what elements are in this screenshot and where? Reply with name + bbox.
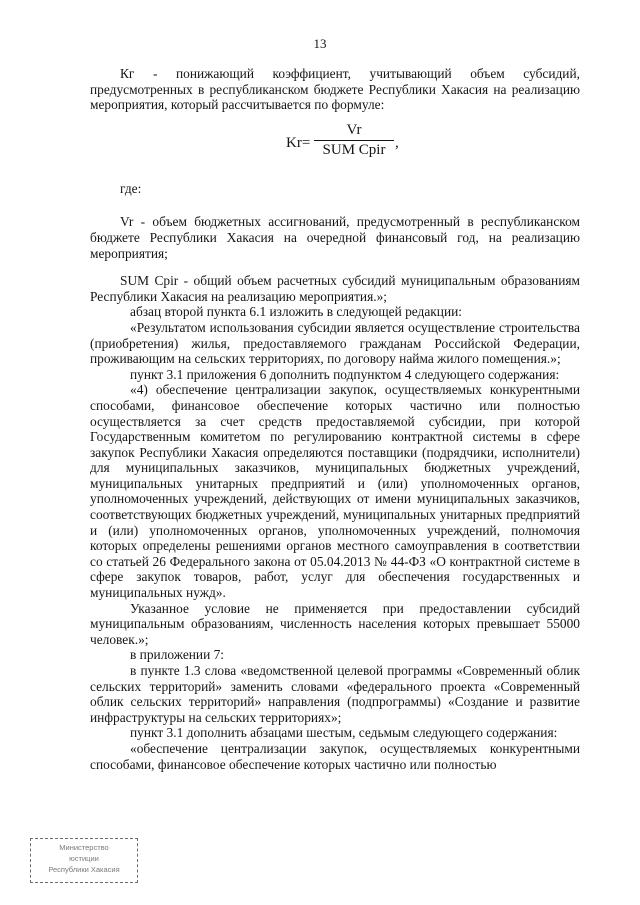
paragraph-coefficient-definition: Кг - понижающий коэффициент, учитывающий объем субсидий, предусмотренных в республиканском бюджете Республики Хакасия на реализацию мероприятия, который рассчитывается по формуле: [90,66,580,113]
paragraph-condition-exemption: Указанное условие не применяется при предоставлении субсидий муниципальным образованиям, численность населения которых превышает 55000 человек.»; [90,600,580,647]
paragraph-sum-cpir-definition: SUM Cpir - общий объем расчетных субсидий муниципальным образованиям Республики Хакасия на реализацию мероприятия.»; [90,273,580,304]
paragraph-subpoint-4: «4) обеспечение централизации закупок, осуществляемых конкурентными способами, финансовое обеспечение которых частично или полностью осуществляется за счет средств предоставляемой субсидии, при которой Государственным комитетом по регулированию контрактной системы в сфере закупок Республики Хакасия определяются поставщики (подрядчики, исполнители) для муниципальных заказчиков, муниципальных бюджетных учреждений, муниципальных унитарных предприятий и (или) уполномоченных органов, уполномоченных учреждений, действующих от имени муниципальных заказчиков, соответствующих бюджетных учреждений, муниципальных унитарных предприятий и (или) уполномоченных органов, уполномоченных учреждений, полномочия которых определены решениями органов местного самоуправления в соответствии со статьей 26 Федерального закона от 05.04.2013 № 44-ФЗ «О контрактной системе в сфере закупок товаров, работ, услуг для обеспечения государственных и муниципальных нужд». [90,382,580,601]
registration-stamp: Министерство юстиции Республики Хакасия [30,838,138,883]
paragraph-amendment-6-1: абзац второй пункта 6.1 изложить в следующей редакции: [130,304,463,320]
paragraph-vr-definition: Vr - объем бюджетных ассигнований, предусмотренный в республиканском бюджете Республики Хакасия на очередной финансовый год, на реализацию мероприятия; [90,214,580,261]
formula-numerator: Vr [314,123,394,142]
paragraph-appendix-7: в приложении 7: [130,647,225,663]
paragraph-point-3-1: пункт 3.1 дополнить абзацами шестым, седьмым следующего содержания: [130,725,558,741]
formula-lhs: Kr= [286,134,311,151]
paragraph-result-statement: «Результатом использования субсидии является осуществление строительства (приобретения) жилья, предоставляемого гражданам Российской Федерации, проживающим на сельских территориях, по договору найма жилого помещения.»; [90,319,580,367]
page-number: 13 [313,36,327,51]
document-body [90,66,580,772]
formula-trailing-comma: , [395,134,399,151]
formula-fraction [314,123,394,159]
formula-denominator: SUM Cpir [322,142,386,159]
paragraph-point-1-3: в пункте 1.3 слова «ведомственной целевой программы «Современный облик сельских территорий» заменить словами «федерального проекта «Современный облик сельских территорий» направления (подпрограммы) «Создание и развитие инфраструктуры на сельских территориях»; [90,663,580,725]
formula [90,119,580,181]
paragraph-where: где: [120,180,142,196]
paragraph-centralization-start: «обеспечение централизации закупок, осуществляемых конкурентными способами, финансовое обеспечение которых частично или полностью [90,740,580,772]
paragraph-amendment-appendix-6: пункт 3.1 приложения 6 дополнить подпунктом 4 следующего содержания: [130,366,560,382]
